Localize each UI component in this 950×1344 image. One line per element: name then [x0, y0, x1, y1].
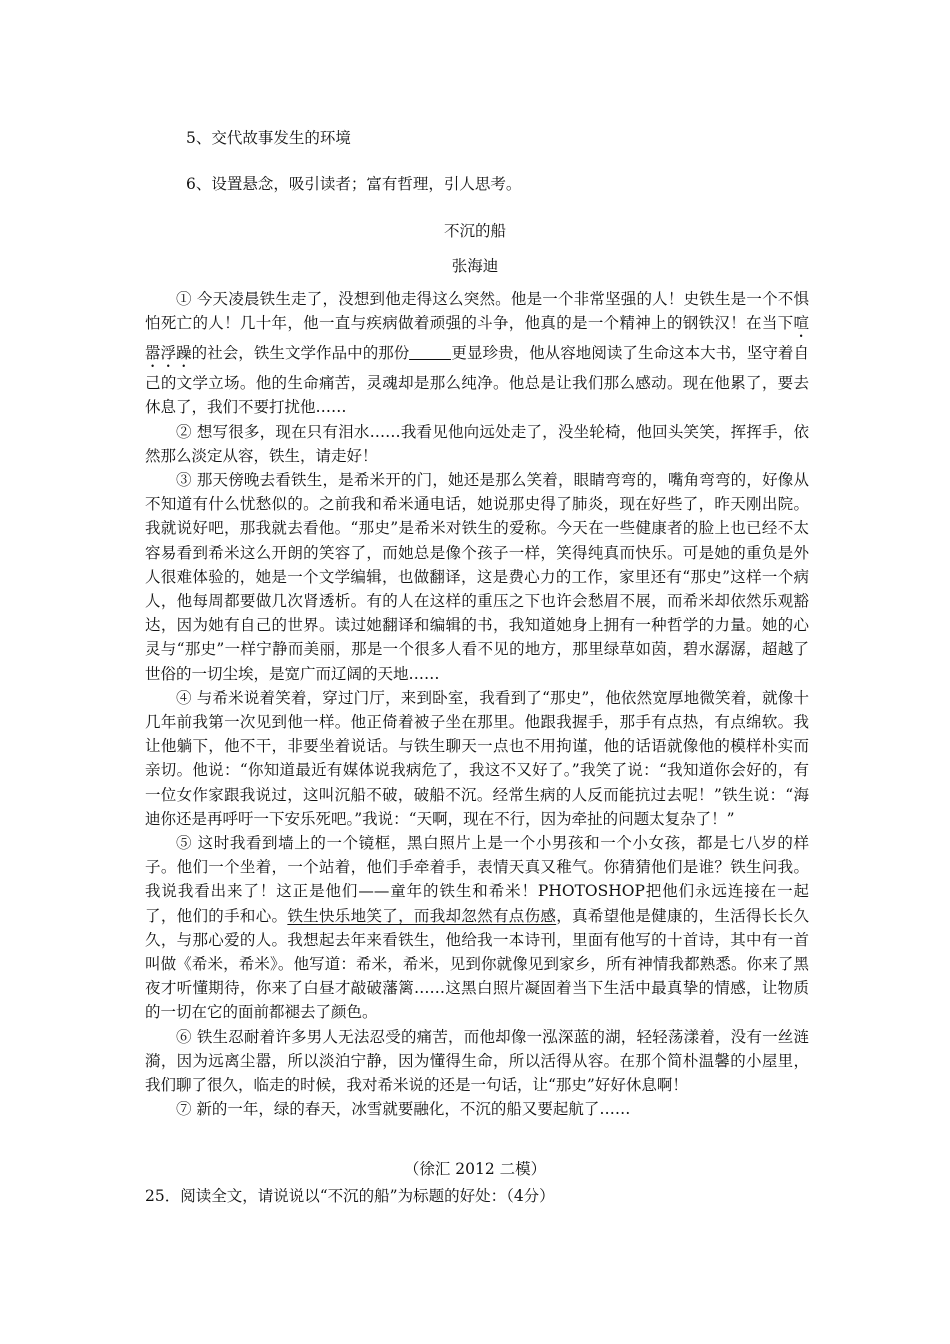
paragraph-6: ⑥ 铁生忍耐着许多男人无法忍受的痛苦，而他却像一泓深蓝的湖，轻轻荡漾着，没有一丝涟漪，因为远离尘嚣，所以淡泊宁静，因为懂得生命，所以活得从容。在那个简朴温馨的小屋里，我们聊了很久，临走的时候，我对希米说的还是一句话，让“那史”好好休息啊！: [145, 1027, 809, 1095]
dotted-word: 喧嚣浮躁: [145, 314, 809, 363]
answer-6: 6、设置悬念，吸引读者；富有哲理，引人思考。: [186, 175, 522, 193]
question-25: 25．阅读全文，请说说以“不沉的船”为标题的好处：（4分）: [145, 1187, 555, 1205]
paragraph-5-pre: ⑤ 这时我看到墙上的一个镜框，黑白照片上是一个小男孩和一个小女孩，都是七八岁的样子。他们一个坐着，一个站着，他们手牵着手，表情天真又稚气。你猜猜他们是谁？铁生问我。我说我看出来了！这正是他们——童年的铁生和希米！PHOTOSHOP把他们永远连接在一起了，他们的手和心。: [145, 834, 809, 925]
paragraph-1-mid: 的社会，铁生文学作品中的那份: [191, 344, 410, 363]
article-author: 张海迪: [451, 257, 499, 275]
paragraph-5-post: ，真希望他是健康的，生活得长长久久，与那心爱的人。我想起去年来看铁生，他给我一本诗刊，里面有他写的十首诗，其中有一首叫做《希米，希米》。他写道：希米，希米，见到你就像见到家乡，所有神情我都熟悉。你来了黑夜才听懂期待，你来了白昼才敲破藩篱……这黑白照片凝固着当下生活中最真挚的情感，让物质的一切在它的面前都褪去了颜色。: [145, 906, 809, 1022]
paragraph-1-pre: ① 今天凌晨铁生走了，没想到他走得这么突然。他是一个非常坚强的人！史铁生是一个不惧怕死亡的人！几十年，他一直与疾病做着顽强的斗争，他真的是一个精神上的钢铁汉！在当下: [145, 290, 809, 333]
paragraph-4: ④ 与希米说着笑着，穿过门厅，来到卧室，我看到了“那史”，他依然宽厚地微笑着，就像十几年前我第一次见到他一样。他正倚着被子坐在那里。他跟我握手，那手有点热，有点绵软。我让他躺下，他不干，非要坐着说话。与铁生聊天一点也不用拘谨，他的话语就像他的模样朴实而亲切。他说：“你知道最近有媒体说我病危了，我这不又好了。”我笑了说：“我知道你会好的，有一位女作家跟我说过，这叫沉船不破，破船不沉。经常生病的人反而能抗过去呢！”铁生说：“海迪你还是再呼吁一下安乐死吧。”我说：“天啊，现在不行，因为牵扯的问题太复杂了！”: [145, 688, 809, 828]
paragraph-7: ⑦ 新的一年，绿的春天，冰雪就要融化，不沉的船又要起航了……: [176, 1100, 631, 1119]
fill-in-blank: [409, 344, 451, 361]
paragraph-5: [145, 831, 809, 1025]
paragraph-2: ② 想写很多，现在只有泪水……我看见他向远处走了，没坐轮椅，他回头笑笑，挥挥手，依然那么淡定从容，铁生，请走好！: [145, 422, 809, 465]
answer-5: 5、交代故事发生的环境: [186, 129, 351, 147]
article-title: 不沉的船: [443, 222, 506, 240]
paragraph-1-post: 更显珍贵，他从容地阅读了生命这本大书，坚守着自己的文学立场。他的生命痛苦，灵魂却是那么纯净。他总是让我们那么感动。现在他累了，要去休息了，我们不要打扰他……: [145, 344, 809, 417]
article-body: [145, 287, 809, 1122]
paragraph-3: ③ 那天傍晚去看铁生，是希米开的门，她还是那么笑着，眼睛弯弯的，嘴角弯弯的，好像从不知道有什么忧愁似的。之前我和希米通电话，她说那史得了肺炎，现在好些了，昨天刚出院。我就说好吧，那我就去看他。“那史”是希米对铁生的爱称。今天在一些健康者的脸上也已经不太容易看到希米这么开朗的笑容了，而她总是像个孩子一样，笑得纯真而快乐。可是她的重负是外人很难体验的，她是一个文学编辑，也做翻译，这是费心力的工作，家里还有“那史”这样一个病人，他每周都要做几次肾透析。有的人在这样的重压之下也许会愁眉不展，而希米却依然乐观豁达，因为她有自己的世界。读过她翻译和编辑的书，我知道她身上拥有一种哲学的力量。她的心灵与“那史”一样宁静而美丽，那是一个很多人看不见的地方，那里绿草如茵，碧水潺潺，超越了世俗的一切尘埃，是宽广而辽阔的天地……: [145, 471, 809, 683]
underlined-sentence: 铁生快乐地笑了，而我却忽然有点伤感: [287, 906, 557, 925]
paragraph-1: [145, 287, 809, 420]
source-note: （徐汇 2012 二模）: [403, 1160, 547, 1178]
